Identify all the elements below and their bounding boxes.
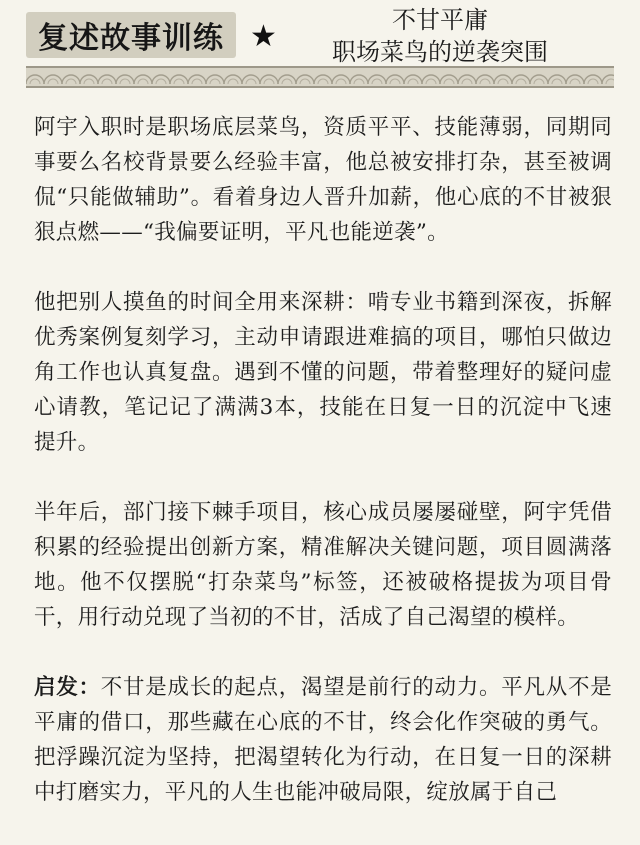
story-content	[34, 110, 612, 845]
insight-text: 不甘是成长的起点，渴望是前行的动力。平凡从不是平庸的借口，那些藏在心底的不甘，终会化作突破的勇气。把浮躁沉淀为坚持，把渴望转化为行动，在日复一日的深耕中打磨实力，平凡的人生也能冲破局限，绽放属于自己	[34, 675, 612, 805]
wave-pattern-icon	[26, 68, 614, 86]
subtitle-line-2: 职场菜鸟的逆袭突围	[332, 38, 548, 66]
story-subtitle	[290, 4, 590, 68]
story-paragraph-1: 阿宇入职时是职场底层菜鸟，资质平平、技能薄弱，同期同事要么名校背景要么经验丰富，他总被安排打杂，甚至被调侃“只能做辅助”。看着身边人晋升加薪，他心底的不甘被狠狠点燃——“我偏要证明，平凡也能逆袭”。	[34, 115, 612, 245]
insight-label: 启发：	[34, 675, 101, 700]
page-title: 复述故事训练	[26, 12, 236, 58]
subtitle-line-1: 不甘平庸	[392, 6, 488, 34]
story-paragraph-2: 他把别人摸鱼的时间全用来深耕：啃专业书籍到深夜，拆解优秀案例复刻学习，主动申请跟进难搞的项目，哪怕只做边角工作也认真复盘。遇到不懂的问题，带着整理好的疑问虚心请教，笔记记了满满3本，技能在日复一日的沉淀中飞速提升。	[34, 290, 612, 455]
decorative-wave-band	[26, 66, 614, 88]
insight-paragraph	[34, 670, 612, 810]
header	[0, 0, 640, 96]
story-paragraph-3: 半年后，部门接下棘手项目，核心成员屡屡碰壁，阿宇凭借积累的经验提出创新方案，精准解决关键问题，项目圆满落地。他不仅摆脱“打杂菜鸟”标签，还被破格提拔为项目骨干，用行动兑现了当初的不甘，活成了自己渴望的模样。	[34, 500, 612, 630]
star-icon: ★	[250, 19, 277, 54]
